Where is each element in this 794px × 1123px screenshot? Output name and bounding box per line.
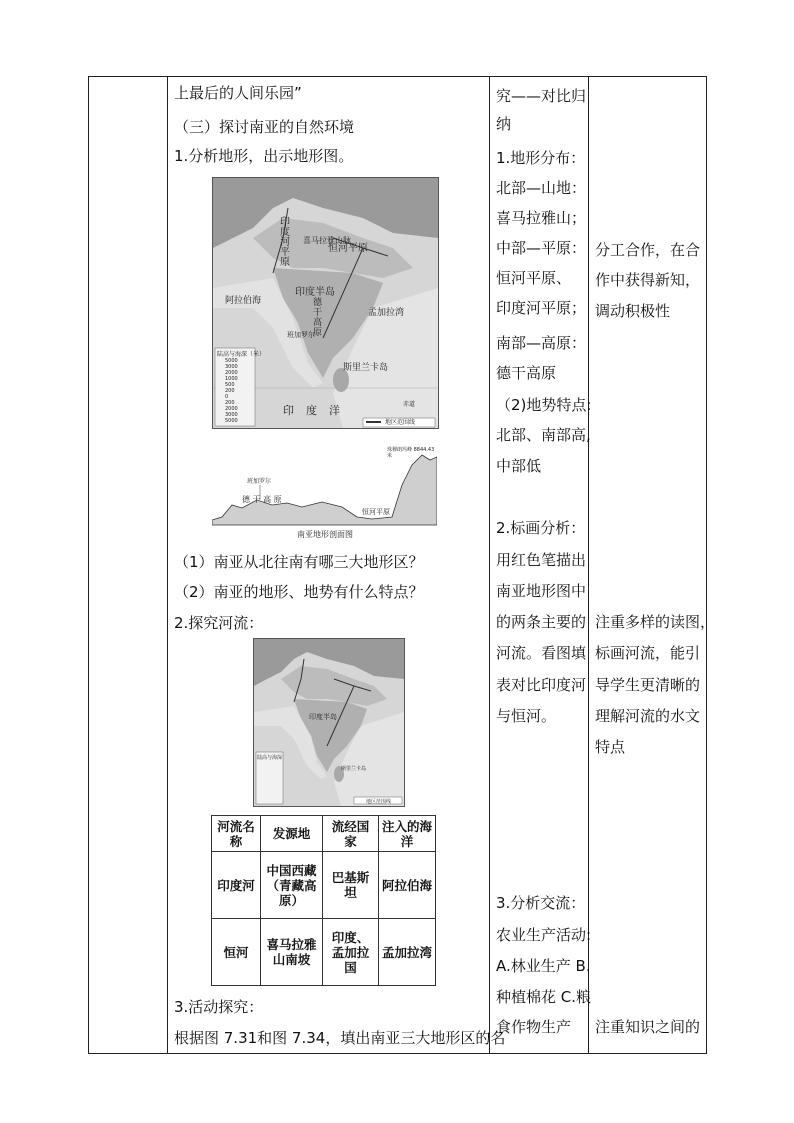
profile-label: 恒河平原 — [362, 508, 390, 516]
south-asia-river-map — [253, 638, 405, 807]
text-line: 中部—平原： — [496, 239, 587, 257]
header-cell: 发源地 — [261, 816, 323, 852]
text-line: 北部—山地： — [496, 179, 587, 197]
column-divider — [588, 76, 589, 1054]
text-line: 上最后的人间乐园” — [174, 84, 302, 102]
column-divider — [167, 76, 168, 1054]
peak-label: 珠穆朗玛峰 8844.43米 — [387, 447, 435, 459]
terrain-profile — [212, 445, 437, 540]
text-line: 农业生产活动: — [496, 926, 592, 944]
river-map-graphic — [254, 639, 404, 806]
text-line: 特点 — [595, 738, 626, 756]
legend-title: 陆高与海深 — [257, 755, 283, 761]
map-label: 孟加拉湾 — [368, 308, 405, 318]
text-line: 北部、南部高, — [496, 426, 591, 444]
table-cell: 喜马拉雅山南坡 — [261, 919, 323, 986]
header-cell: 流经国家 — [323, 816, 379, 852]
text-line: 印度河平原； — [496, 299, 587, 317]
text-line: 纳 — [496, 115, 512, 133]
table-cell: 中国西藏（青藏高原） — [261, 852, 323, 919]
question-2: （2）南亚的地形、地势有什么特点？ — [174, 583, 424, 601]
table-cell: 恒河 — [212, 919, 261, 986]
text-line: 2.标画分析： — [496, 519, 586, 537]
map-label: 德干高原 — [313, 298, 323, 338]
table-cell: 孟加拉湾 — [379, 919, 436, 986]
text-line: 标画河流，能引 — [595, 644, 701, 662]
legend-values: 5000 3000 2000 1000 500 200 0 200 2000 3000 5000 — [225, 358, 238, 424]
table-cell: 印度河 — [212, 852, 261, 919]
map-label: 赤道 — [403, 401, 416, 408]
text-line: 德干高原 — [496, 364, 557, 382]
map-label: 印度洋 — [283, 404, 352, 417]
text-line: 注重多样的读图， — [595, 613, 716, 631]
profile-label: 班加罗尔 — [247, 478, 272, 485]
text-line: 注重知识之间的 — [595, 1018, 701, 1036]
text-line: 与恒河。 — [496, 707, 557, 725]
map-label: 班加罗尔 — [287, 331, 315, 339]
table-cell: 印度、孟加拉国 — [323, 919, 379, 986]
profile-label: 德 干 高 原 — [242, 495, 282, 504]
text-line: 3.分析交流： — [496, 894, 586, 912]
header-cell: 河流名称 — [212, 816, 261, 852]
map-label: 印度半岛 — [309, 713, 337, 721]
text-line: A.林业生产 B. — [496, 957, 591, 975]
text-line: 理解河流的水文 — [595, 707, 701, 725]
profile-caption: 南亚地形剖面图 — [297, 530, 353, 539]
step-heading: 1.分析地形，出示地形图。 — [174, 147, 354, 165]
text-line: 南亚地形图中 — [496, 582, 587, 600]
text-line: 用红色笔描出 — [496, 551, 587, 569]
scale-note: 地区范围线 — [385, 419, 416, 426]
text-line: 作中获得新知， — [595, 271, 701, 289]
header-cell: 注入的海洋 — [379, 816, 436, 852]
text-line: 中部低 — [496, 457, 542, 475]
scale-note: 地区范围线 — [366, 799, 392, 805]
text-line: 根据图 7.31和图 7.34，填出南亚三大地形区的名 — [174, 1029, 506, 1047]
map-label: 印度半岛 — [295, 287, 335, 298]
table-row — [212, 919, 436, 986]
map-label: 斯里兰卡岛 — [343, 363, 389, 373]
text-line: 河流。看图填 — [496, 644, 587, 662]
table-cell: 阿拉伯海 — [379, 852, 436, 919]
river-comparison-table — [211, 815, 436, 986]
map-label: 斯里兰卡岛 — [341, 766, 367, 772]
south-asia-terrain-map — [212, 177, 439, 429]
legend-title: 陆高与海深（米） — [217, 351, 266, 358]
text-line: 究——对比归 — [496, 87, 587, 105]
text-line: 1.地形分布： — [496, 149, 586, 167]
text-line: 喜马拉雅山； — [496, 209, 587, 227]
step-heading: 2.探究河流： — [174, 614, 264, 632]
table-cell: 巴基斯坦 — [323, 852, 379, 919]
table-header-row — [212, 816, 436, 852]
text-line: 调动积极性 — [595, 302, 671, 320]
text-line: 食作物生产 — [496, 1018, 572, 1036]
column-divider — [489, 76, 490, 1054]
text-line: 南部—高原： — [496, 334, 587, 352]
map-label: 印度河平原 — [280, 217, 290, 268]
section-heading: （三）探讨南亚的自然环境 — [174, 118, 355, 136]
question-1: （1）南亚从北往南有哪三大地形区？ — [174, 553, 424, 571]
map-label: 喜马拉雅山脉 — [303, 236, 351, 245]
text-line: 表对比印度河 — [496, 676, 587, 694]
table-row — [212, 852, 436, 919]
text-line: 种植棉花 C.粮 — [496, 988, 592, 1006]
text-line: （2)地势特点: — [496, 396, 592, 414]
text-line: 恒河平原、 — [496, 269, 572, 287]
map-label: 阿拉伯海 — [225, 296, 262, 306]
text-line: 的两条主要的 — [496, 613, 587, 631]
map-label: 恒河平原 — [328, 243, 368, 254]
text-line: 导学生更清晰的 — [595, 676, 701, 694]
text-line: 分工合作，在合 — [595, 241, 701, 259]
step-heading: 3.活动探究： — [174, 998, 264, 1016]
